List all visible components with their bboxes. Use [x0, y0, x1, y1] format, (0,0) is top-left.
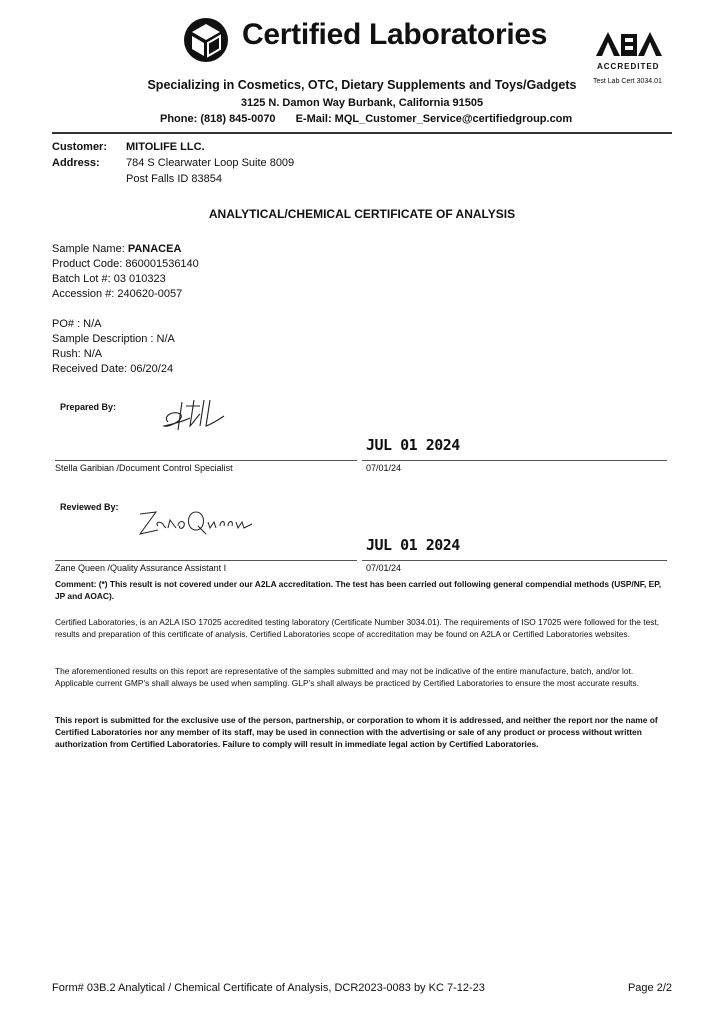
- company-name: Certified Laboratories: [242, 18, 548, 51]
- sample-name: [52, 243, 181, 255]
- received-date: Received Date: 06/20/24: [52, 363, 174, 375]
- batch-lot: Batch Lot #: 03 010323: [52, 273, 166, 285]
- exclusive-use-statement: This report is submitted for the exclusive use of the person, partnership, or corporation to whom it is addressed, and neither the report nor the name of Certified Laboratories nor any member of its staff, may be used in connection with the advertising or sale of any product or process without written authorization from Certified Laboratories. Failure to comply will result in immediate legal action by Certified Laboratories.: [55, 715, 658, 749]
- company-tagline: Specializing in Cosmetics, OTC, Dietary Supplements and Toys/Gadgets: [147, 78, 577, 92]
- address-label: Address:: [52, 157, 100, 169]
- document-title: ANALYTICAL/CHEMICAL CERTIFICATE OF ANALYSIS: [208, 207, 516, 221]
- company-phone: Phone: (818) 845-0070: [160, 113, 276, 125]
- rush: Rush: N/A: [52, 348, 103, 360]
- sample-name-label: Sample Name:: [52, 243, 128, 255]
- prepared-by-name: Stella Garibian /Document Control Specialist: [55, 463, 233, 473]
- prepared-date: 07/01/24: [366, 463, 402, 473]
- product-code: Product Code: 860001536140: [52, 258, 199, 270]
- a2la-accredited-label: ACCREDITED: [597, 62, 660, 71]
- prepared-signature: [160, 396, 230, 436]
- comment-note: Comment: (*) This result is not covered under our A2LA accreditation. The test has been carried out following general compendial methods (USP/NF, EP, JP and AOAC).: [55, 579, 662, 601]
- reviewed-signature-line: [55, 560, 357, 561]
- prepared-signature-line: [55, 460, 357, 461]
- form-reference: Form# 03B.2 Analytical / Chemical Certificate of Analysis, DCR2023-0083 by KC 7-12-23: [52, 982, 485, 994]
- sample-description: Sample Description : N/A: [52, 333, 175, 345]
- header-divider: [52, 132, 672, 134]
- prepared-by-label: Prepared By:: [60, 402, 117, 412]
- customer-label: Customer:: [52, 141, 108, 153]
- prepared-date-stamp: JUL 01 2024: [366, 436, 460, 454]
- representative-statement: The aforementioned results on this report are representative of the samples submitted and may not be indicative of the entire manufacture, batch, and/or lot. Applicable current GMP’s shall always be used when sampling. GLP’s shall always be practiced by Certified Laboratories to ensure the most accurate results.: [55, 666, 639, 688]
- page-number: Page 2/2: [627, 982, 672, 994]
- po-number: PO# : N/A: [52, 318, 102, 330]
- reviewed-by-label: Reviewed By:: [60, 502, 119, 512]
- reviewed-date-line: [362, 560, 667, 561]
- company-contact: [160, 113, 572, 125]
- customer-name: MITOLIFE LLC.: [126, 141, 205, 153]
- a2la-logo-icon: [594, 28, 664, 58]
- reviewed-date-stamp: JUL 01 2024: [366, 536, 460, 554]
- reviewed-signature: [134, 502, 258, 542]
- company-logo-icon: [178, 16, 234, 64]
- customer-address-line1: 784 S Clearwater Loop Suite 8009: [126, 157, 295, 169]
- customer-address-line2: Post Falls ID 83854: [126, 173, 222, 185]
- accreditation-statement: Certified Laboratories, is an A2LA ISO 17025 accredited testing laboratory (Certificate Number 3034.01). The requirements of ISO 17025 were followed for the test, results and preparation of this certificate of analysis. Certified Laboratories scope of accreditation may be found on A2LA or Certified Laboratories websites.: [55, 617, 660, 639]
- sample-name-value: PANACEA: [127, 243, 182, 255]
- company-email[interactable]: E-Mail: MQL_Customer_Service@certifiedgroup.com: [295, 113, 573, 125]
- reviewed-by-name: Zane Queen /Quality Assurance Assistant I: [55, 563, 227, 573]
- accession-number: Accession #: 240620-0057: [52, 288, 183, 300]
- prepared-date-line: [362, 460, 667, 461]
- reviewed-date: 07/01/24: [366, 563, 402, 573]
- a2la-cert-number: Test Lab Cert 3034.01: [593, 78, 662, 85]
- company-address: 3125 N. Damon Way Burbank, California 91505: [240, 97, 484, 109]
